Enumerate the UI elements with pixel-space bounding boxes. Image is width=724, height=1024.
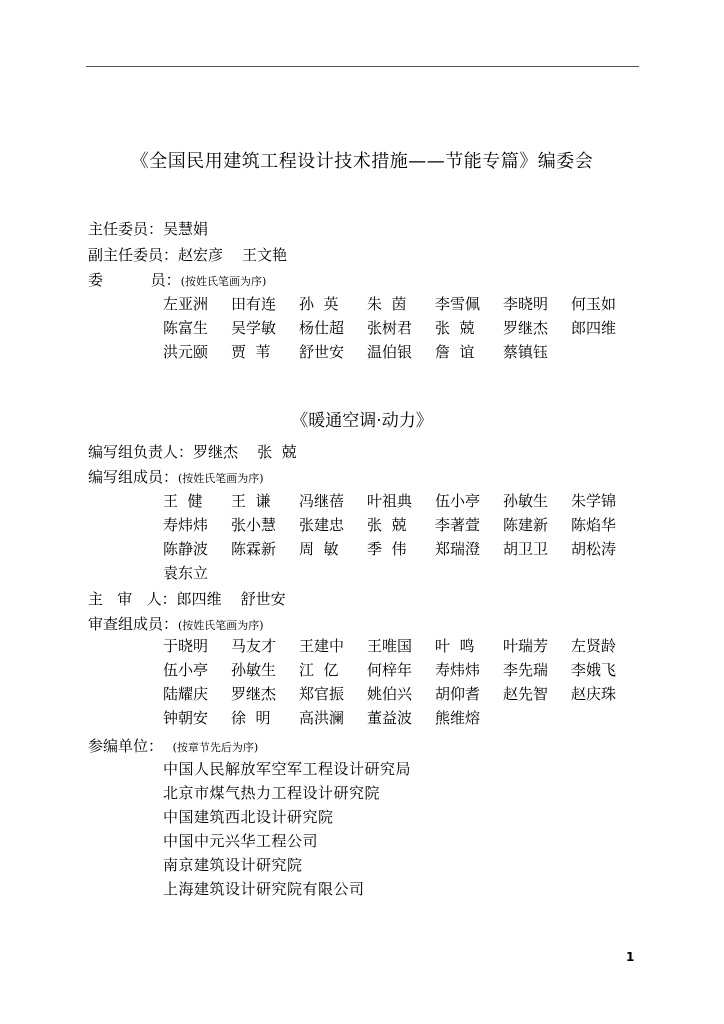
- name-row: [163, 657, 633, 681]
- person-name: 高洪澜: [299, 708, 345, 727]
- person-name: 舒世安: [299, 342, 345, 361]
- person-name: 赵先智: [503, 684, 549, 703]
- person-name: 王建中: [299, 636, 345, 655]
- person-name: 陈霖新: [231, 539, 277, 558]
- person-name: 郑官振: [299, 684, 345, 703]
- person-name: 李晓明: [503, 294, 549, 313]
- writing-members-line: [88, 467, 264, 489]
- person-name: 王 谦: [231, 491, 271, 510]
- writing-members-label: 编写组成员：: [88, 468, 179, 486]
- person-name: 贾 苇: [231, 342, 271, 361]
- person-name: 张建忠: [299, 515, 345, 534]
- person-name: 王 健: [163, 491, 203, 510]
- unit-item: 中国人民解放军空军工程设计研究局: [163, 760, 412, 778]
- review-members-label: 审查组成员：: [88, 615, 179, 633]
- person-name: 田有连: [231, 294, 277, 313]
- person-name: 朱 茵: [367, 294, 407, 313]
- writing-members: [163, 488, 633, 584]
- person-name: 吴学敏: [231, 318, 277, 337]
- person-name: 何梓年: [367, 660, 413, 679]
- unit-item: 南京建筑设计研究院: [163, 856, 303, 874]
- units-list: [163, 757, 411, 901]
- units-line: [88, 736, 258, 758]
- person-name: 张 兢: [435, 318, 475, 337]
- person-name: 陈富生: [163, 318, 209, 337]
- person-name: 张小慧: [231, 515, 277, 534]
- person-name: 王唯国: [367, 636, 413, 655]
- name-row: [163, 705, 633, 729]
- section-title: 《暖通空调·动力》: [291, 411, 433, 431]
- person-name: 袁东立: [163, 563, 209, 582]
- units-label: 参编单位：: [88, 737, 164, 755]
- person-name: 胡松涛: [571, 539, 617, 558]
- name-row: [163, 536, 633, 560]
- deputy-label: 副主任委员：: [88, 246, 179, 264]
- units-note: (按章节先后为序): [172, 741, 259, 754]
- name-row: [163, 315, 633, 339]
- person-name: 钟朝安: [163, 708, 209, 727]
- person-name: 周 敏: [299, 539, 339, 558]
- review-chief-label: 主 审 人：: [88, 590, 177, 608]
- name-row: [163, 560, 633, 584]
- unit-item: 中国建筑西北设计研究院: [163, 808, 334, 826]
- director-line: [88, 219, 208, 239]
- person-name: 寿炜炜: [435, 660, 481, 679]
- person-name: 陆耀庆: [163, 684, 209, 703]
- name-row: [163, 681, 633, 705]
- person-name: 左亚洲: [163, 294, 209, 313]
- person-name: 张树君: [367, 318, 413, 337]
- review-members: [163, 633, 633, 729]
- person-name: 孙 英: [299, 294, 339, 313]
- name-row: [163, 339, 633, 363]
- person-name: 郎四维: [571, 318, 617, 337]
- person-name: 于晓明: [163, 636, 209, 655]
- person-name: 詹 谊: [435, 342, 475, 361]
- person-name: 杨仕超: [299, 318, 345, 337]
- person-name: 陈焰华: [571, 515, 617, 534]
- person-name: 温伯银: [367, 342, 413, 361]
- person-name: 胡仰耆: [435, 684, 481, 703]
- person-name: 江 亿: [299, 660, 339, 679]
- name-row: [163, 291, 633, 315]
- name-row: [163, 488, 633, 512]
- deputy-line: [88, 245, 287, 265]
- name-row: [163, 512, 633, 536]
- person-name: 伍小亭: [163, 660, 209, 679]
- review-chief-line: [88, 589, 286, 609]
- person-name: 罗继杰: [503, 318, 549, 337]
- person-name: 孙敏生: [231, 660, 277, 679]
- header-rule: [86, 66, 639, 67]
- page-title: 《全国民用建筑工程设计技术措施——节能专篇》编委会: [130, 151, 594, 172]
- review-chief-names: 郎四维 舒世安: [176, 590, 286, 608]
- person-name: 徐 明: [231, 708, 271, 727]
- person-name: 马友才: [231, 636, 277, 655]
- person-name: 李先瑞: [503, 660, 549, 679]
- name-row: [163, 633, 633, 657]
- person-name: 叶祖典: [367, 491, 413, 510]
- members-note: (按姓氏笔画为序): [180, 275, 267, 288]
- unit-item: 上海建筑设计研究院有限公司: [163, 880, 365, 898]
- members-label: 委 员：: [88, 271, 181, 289]
- person-name: 罗继杰: [231, 684, 277, 703]
- person-name: 李娥飞: [571, 660, 617, 679]
- person-name: 蔡镇钰: [503, 342, 549, 361]
- person-name: 董益波: [367, 708, 413, 727]
- deputy-names: 赵宏彦 王文艳: [178, 246, 288, 264]
- members-line: [88, 270, 266, 292]
- person-name: 姚伯兴: [367, 684, 413, 703]
- person-name: 左贤龄: [571, 636, 617, 655]
- writing-leader-label: 编写组负责人：: [88, 443, 194, 461]
- person-name: 季 伟: [367, 539, 407, 558]
- writing-leader-names: 罗继杰 张 兢: [193, 443, 297, 461]
- page-number: 1: [626, 950, 635, 964]
- person-name: 李著萱: [435, 515, 481, 534]
- person-name: 叶瑞芳: [503, 636, 549, 655]
- writing-leader-line: [88, 442, 297, 462]
- person-name: 朱学锦: [571, 491, 617, 510]
- person-name: 何玉如: [571, 294, 617, 313]
- person-name: 陈静波: [163, 539, 209, 558]
- unit-item: 中国中元兴华工程公司: [163, 832, 319, 850]
- writing-members-note: (按姓氏笔画为序): [178, 472, 264, 485]
- person-name: 胡卫卫: [503, 539, 549, 558]
- person-name: 寿炜炜: [163, 515, 209, 534]
- review-members-note: (按姓氏笔画为序): [178, 619, 264, 632]
- person-name: 熊维熔: [435, 708, 481, 727]
- person-name: 伍小亭: [435, 491, 481, 510]
- person-name: 张 兢: [367, 515, 407, 534]
- unit-item: 北京市煤气热力工程设计研究院: [163, 784, 381, 802]
- person-name: 李雪佩: [435, 294, 481, 313]
- person-name: 冯继蓓: [299, 491, 345, 510]
- person-name: 赵庆珠: [571, 684, 617, 703]
- person-name: 陈建新: [503, 515, 549, 534]
- person-name: 郑瑞澄: [435, 539, 481, 558]
- person-name: 孙敏生: [503, 491, 549, 510]
- director-label: 主任委员：: [88, 220, 164, 238]
- committee-members: [163, 291, 633, 363]
- person-name: 叶 鸣: [435, 636, 475, 655]
- director-name: 吴慧娟: [163, 220, 209, 238]
- person-name: 洪元颐: [163, 342, 209, 361]
